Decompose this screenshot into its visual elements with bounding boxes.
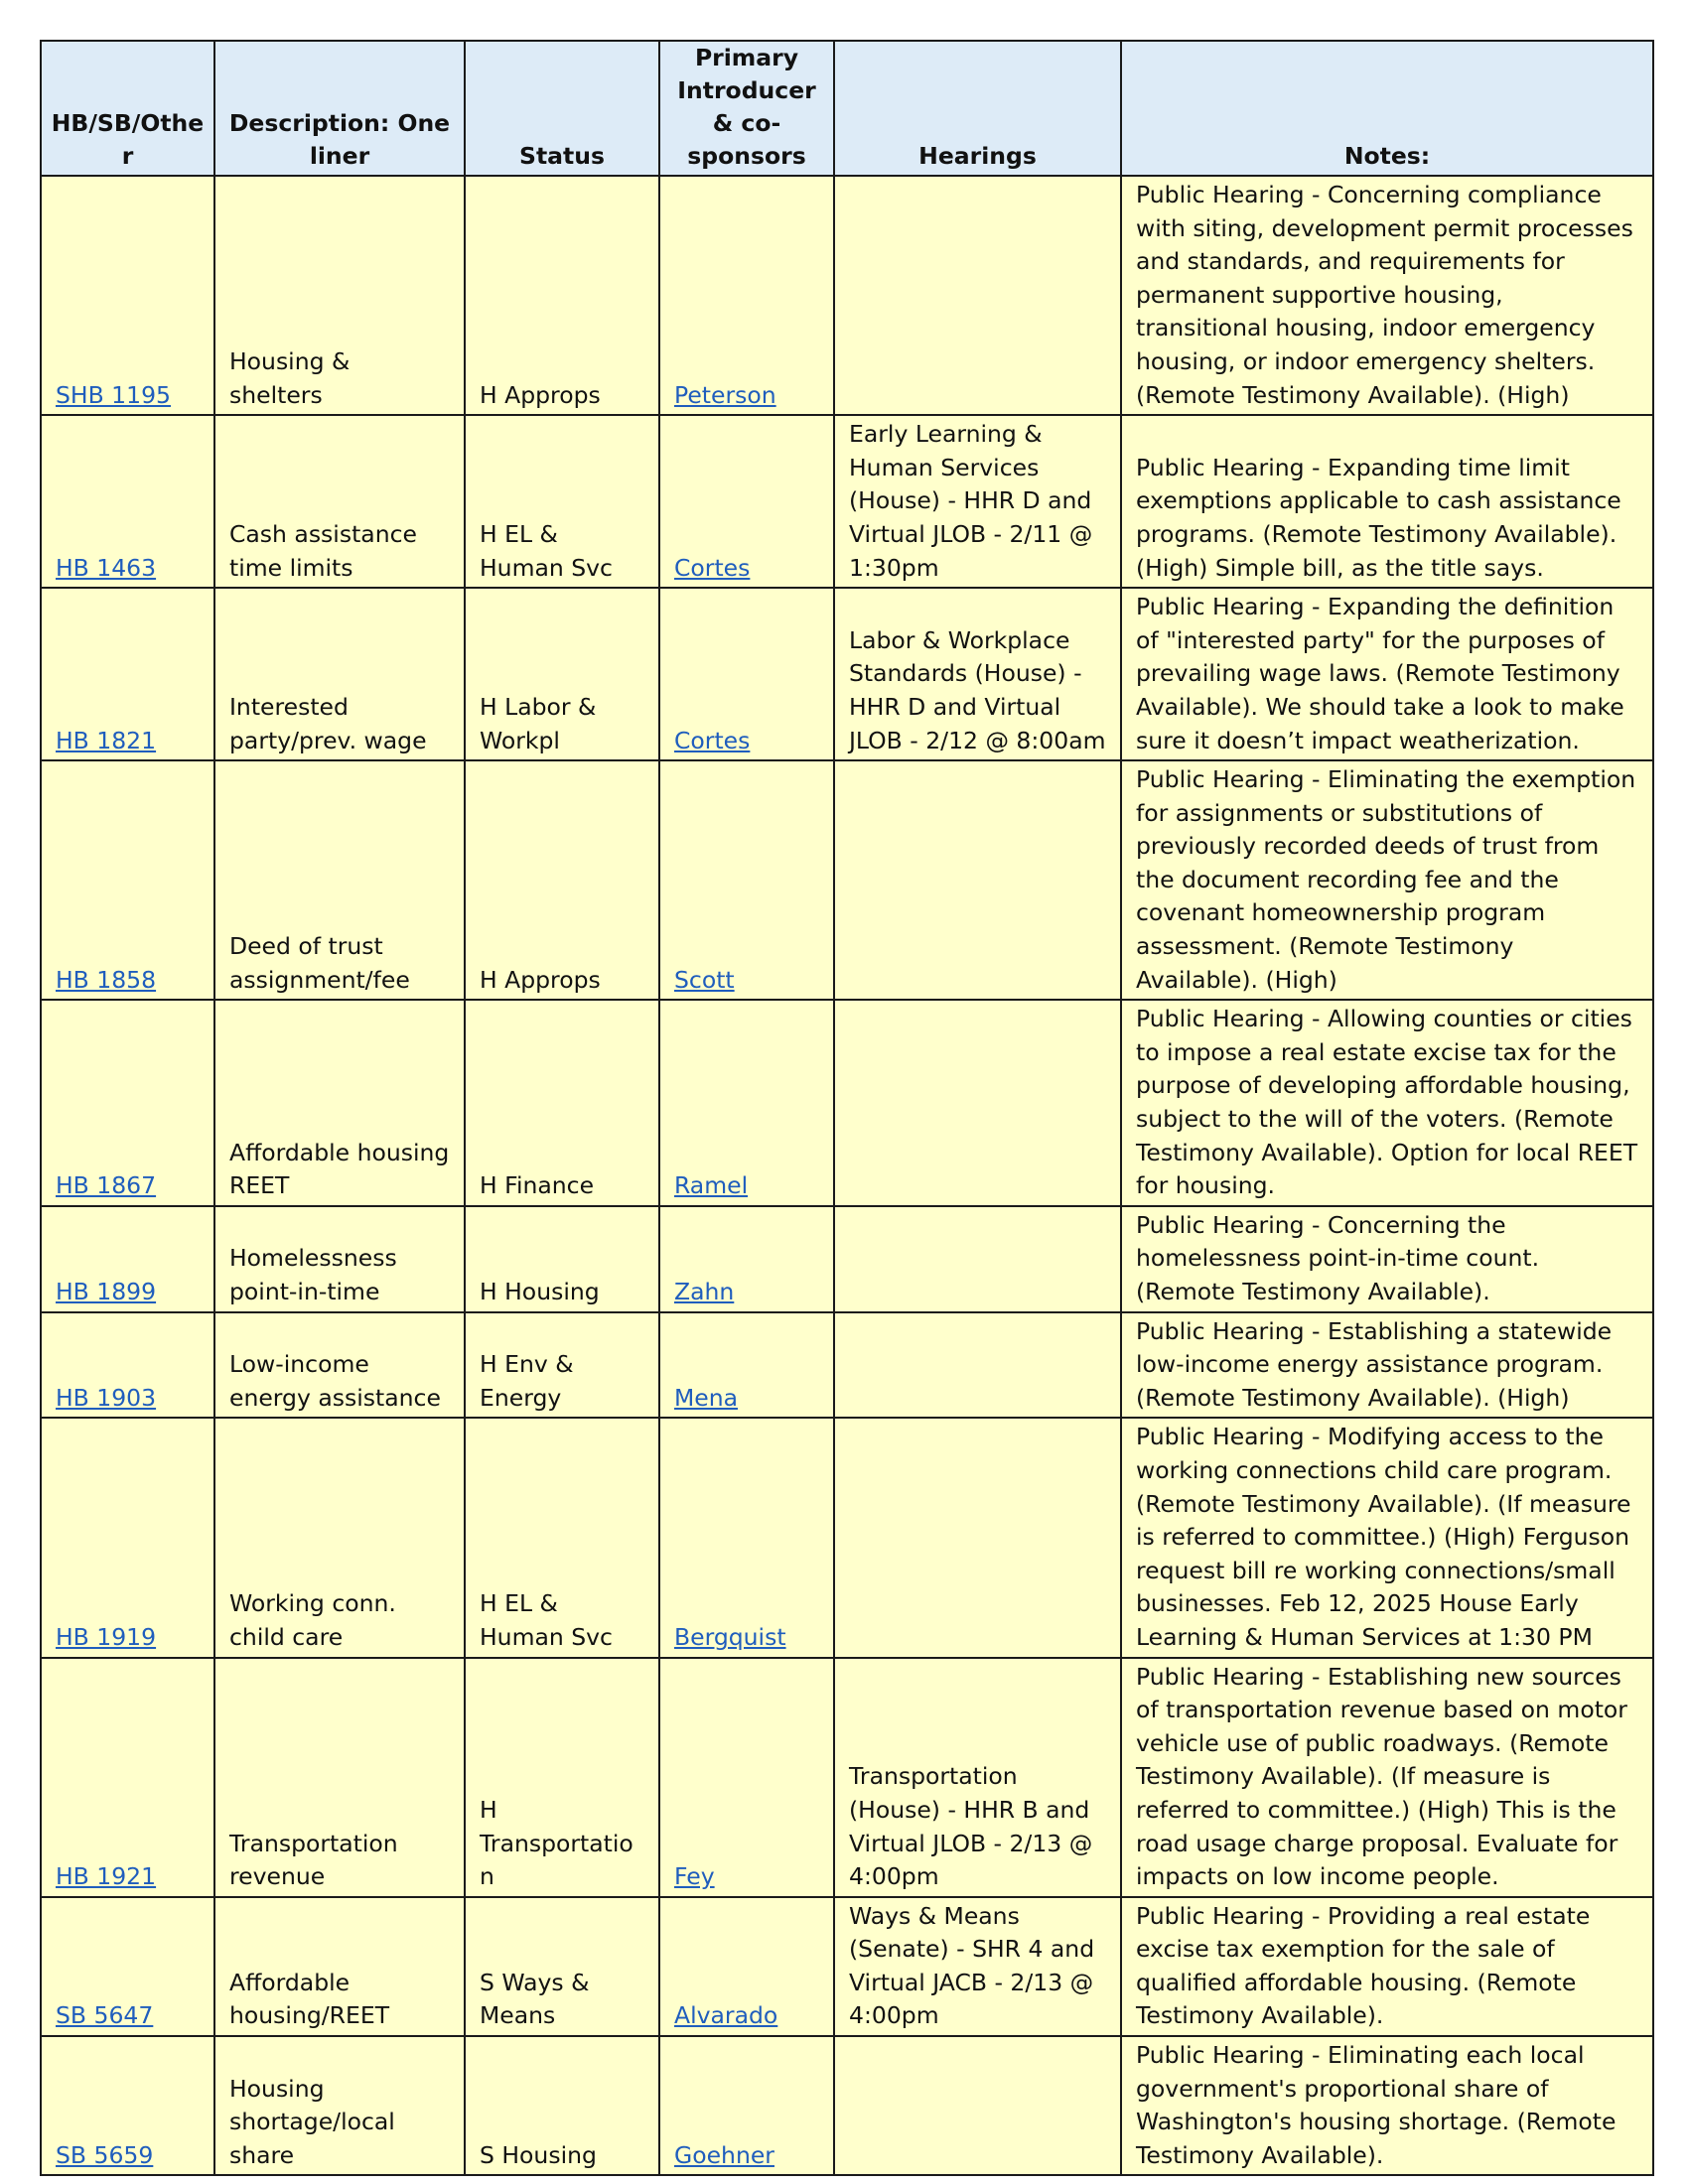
hearings-cell — [834, 1312, 1121, 1419]
introducer-cell — [659, 1312, 834, 1419]
header-hearings: Hearings — [834, 41, 1121, 176]
bill-link[interactable]: HB 1858 — [56, 965, 157, 994]
hearings-cell — [834, 760, 1121, 1000]
bill-cell — [41, 1312, 214, 1419]
introducer-link[interactable]: Scott — [674, 965, 735, 994]
bill-link[interactable]: SB 5659 — [56, 2140, 154, 2169]
table-row — [41, 176, 1653, 415]
bill-link[interactable]: HB 1903 — [56, 1383, 157, 1412]
status-cell: H Labor & Workpl — [465, 588, 659, 760]
description-cell: Working conn. child care — [214, 1418, 465, 1657]
description-cell: Housing & shelters — [214, 176, 465, 415]
description-cell: Transportation revenue — [214, 1658, 465, 1897]
bill-cell — [41, 2036, 214, 2175]
introducer-link[interactable]: Cortes — [674, 553, 751, 582]
status-cell: H Approps — [465, 176, 659, 415]
status-cell: H Finance — [465, 1000, 659, 1206]
notes-cell: Public Hearing - Providing a real estate excise tax exemption for the sale of qualified affordable housing. (Remote Testimony Available). — [1121, 1897, 1653, 2036]
bill-link[interactable]: HB 1463 — [56, 553, 157, 582]
bill-link[interactable]: HB 1821 — [56, 726, 157, 754]
table-row — [41, 415, 1653, 588]
notes-cell: Public Hearing - Concerning the homelessness point-in-time count. (Remote Testimony Available). — [1121, 1206, 1653, 1312]
bill-tracking-table — [40, 40, 1654, 2176]
table-row — [41, 2036, 1653, 2175]
notes-cell: Public Hearing - Expanding the definition of "interested party" for the purposes of prevailing wage laws. (Remote Testimony Available). We should take a look to make sure it doesn’t impact weatherization. — [1121, 588, 1653, 760]
table-row — [41, 1418, 1653, 1657]
notes-cell: Public Hearing - Modifying access to the working connections child care program. (Remote Testimony Available). (If measure is referred to committee.) (High) Ferguson request bill re working connections/small businesses. Feb 12, 2025 House Early Learning & Human Services at 1:30 PM — [1121, 1418, 1653, 1657]
description-cell: Affordable housing/REET — [214, 1897, 465, 2036]
table-row — [41, 588, 1653, 760]
introducer-link[interactable]: Zahn — [674, 1278, 735, 1305]
hearings-cell — [834, 1000, 1121, 1206]
bill-cell — [41, 760, 214, 1000]
hearings-cell: Transportation (House) - HHR B and Virtual JLOB - 2/13 @ 4:00pm — [834, 1658, 1121, 1897]
header-status: Status — [465, 41, 659, 176]
bill-link[interactable]: HB 1867 — [56, 1171, 157, 1200]
notes-cell: Public Hearing - Concerning compliance with siting, development permit processes and standards, and requirements for permanent supportive housing, transitional housing, indoor emergency housing, or indoor emergency shelters. (Remote Testimony Available). (High) — [1121, 176, 1653, 415]
header-introducer: Primary Introducer & co-sponsors — [659, 41, 834, 176]
table-row — [41, 1658, 1653, 1897]
status-cell: S Ways & Means — [465, 1897, 659, 2036]
description-cell: Low-income energy assistance — [214, 1312, 465, 1419]
introducer-cell — [659, 1658, 834, 1897]
introducer-cell — [659, 588, 834, 760]
introducer-link[interactable]: Fey — [674, 1862, 715, 1891]
bill-cell — [41, 1206, 214, 1312]
introducer-link[interactable]: Cortes — [674, 726, 751, 754]
notes-cell: Public Hearing - Establishing a statewide low-income energy assistance program. (Remote Testimony Available). (High) — [1121, 1312, 1653, 1419]
introducer-link[interactable]: Mena — [674, 1383, 739, 1412]
introducer-cell — [659, 1418, 834, 1657]
notes-cell: Public Hearing - Expanding time limit exemptions applicable to cash assistance programs. (Remote Testimony Available). (High) Simple bill, as the title says. — [1121, 415, 1653, 588]
introducer-cell — [659, 1206, 834, 1312]
status-cell: H Env & Energy — [465, 1312, 659, 1419]
status-cell: H EL & Human Svc — [465, 1418, 659, 1657]
header-notes: Notes: — [1121, 41, 1653, 176]
bill-cell — [41, 1000, 214, 1206]
introducer-link[interactable]: Alvarado — [674, 2001, 778, 2030]
hearings-cell — [834, 1418, 1121, 1657]
header-bill: HB/SB/Other — [41, 41, 214, 176]
notes-cell: Public Hearing - Establishing new sources of transportation revenue based on motor vehicle use of public roadways. (Remote Testimony Available). (If measure is referred to committee.) (High) This is the road usage charge proposal. Evaluate for impacts on low income people. — [1121, 1658, 1653, 1897]
hearings-cell: Labor & Workplace Standards (House) - HHR D and Virtual JLOB - 2/12 @ 8:00am — [834, 588, 1121, 760]
bill-link[interactable]: HB 1899 — [56, 1278, 157, 1305]
introducer-cell — [659, 1897, 834, 2036]
description-cell: Homelessness point-in-time — [214, 1206, 465, 1312]
bill-cell — [41, 1658, 214, 1897]
hearings-cell — [834, 1206, 1121, 1312]
hearings-cell: Ways & Means (Senate) - SHR 4 and Virtual JACB - 2/13 @ 4:00pm — [834, 1897, 1121, 2036]
table-row — [41, 1206, 1653, 1312]
introducer-cell — [659, 760, 834, 1000]
description-cell: Interested party/prev. wage — [214, 588, 465, 760]
introducer-cell — [659, 2036, 834, 2175]
table-row — [41, 760, 1653, 1000]
bill-link[interactable]: HB 1919 — [56, 1622, 157, 1651]
introducer-link[interactable]: Peterson — [674, 380, 776, 409]
status-cell: H Approps — [465, 760, 659, 1000]
notes-cell: Public Hearing - Eliminating each local government's proportional share of Washington's housing shortage. (Remote Testimony Available). — [1121, 2036, 1653, 2175]
status-cell: S Housing — [465, 2036, 659, 2175]
description-cell: Cash assistance time limits — [214, 415, 465, 588]
table-row — [41, 1000, 1653, 1206]
table-row — [41, 1312, 1653, 1419]
hearings-cell — [834, 2036, 1121, 2175]
bill-link[interactable]: HB 1921 — [56, 1862, 157, 1891]
bill-cell — [41, 1418, 214, 1657]
bill-cell — [41, 415, 214, 588]
introducer-link[interactable]: Bergquist — [674, 1622, 786, 1651]
status-cell: H EL & Human Svc — [465, 415, 659, 588]
bill-link[interactable]: SB 5647 — [56, 2001, 154, 2030]
bill-cell — [41, 176, 214, 415]
introducer-link[interactable]: Goehner — [674, 2140, 774, 2169]
notes-cell: Public Hearing - Eliminating the exemption for assignments or substitutions of previously recorded deeds of trust from the document recording fee and the covenant homeownership program assessment. (Remote Testimony Available). (High) — [1121, 760, 1653, 1000]
introducer-cell — [659, 1000, 834, 1206]
bill-link[interactable]: SHB 1195 — [56, 380, 171, 409]
notes-cell: Public Hearing - Allowing counties or cities to impose a real estate excise tax for the purpose of developing affordable housing, subject to the will of the voters. (Remote Testimony Available). Option for local REET for housing. — [1121, 1000, 1653, 1206]
header-row — [41, 41, 1653, 176]
header-description: Description: One liner — [214, 41, 465, 176]
hearings-cell — [834, 176, 1121, 415]
hearings-cell: Early Learning & Human Services (House) - HHR D and Virtual JLOB - 2/11 @ 1:30pm — [834, 415, 1121, 588]
bill-cell — [41, 588, 214, 760]
introducer-cell — [659, 415, 834, 588]
description-cell: Affordable housing REET — [214, 1000, 465, 1206]
status-cell: H Housing — [465, 1206, 659, 1312]
bill-cell — [41, 1897, 214, 2036]
description-cell: Deed of trust assignment/fee — [214, 760, 465, 1000]
introducer-cell — [659, 176, 834, 415]
table-row — [41, 1897, 1653, 2036]
description-cell: Housing shortage/local share — [214, 2036, 465, 2175]
introducer-link[interactable]: Ramel — [674, 1171, 749, 1200]
status-cell: H Transportation — [465, 1658, 659, 1897]
